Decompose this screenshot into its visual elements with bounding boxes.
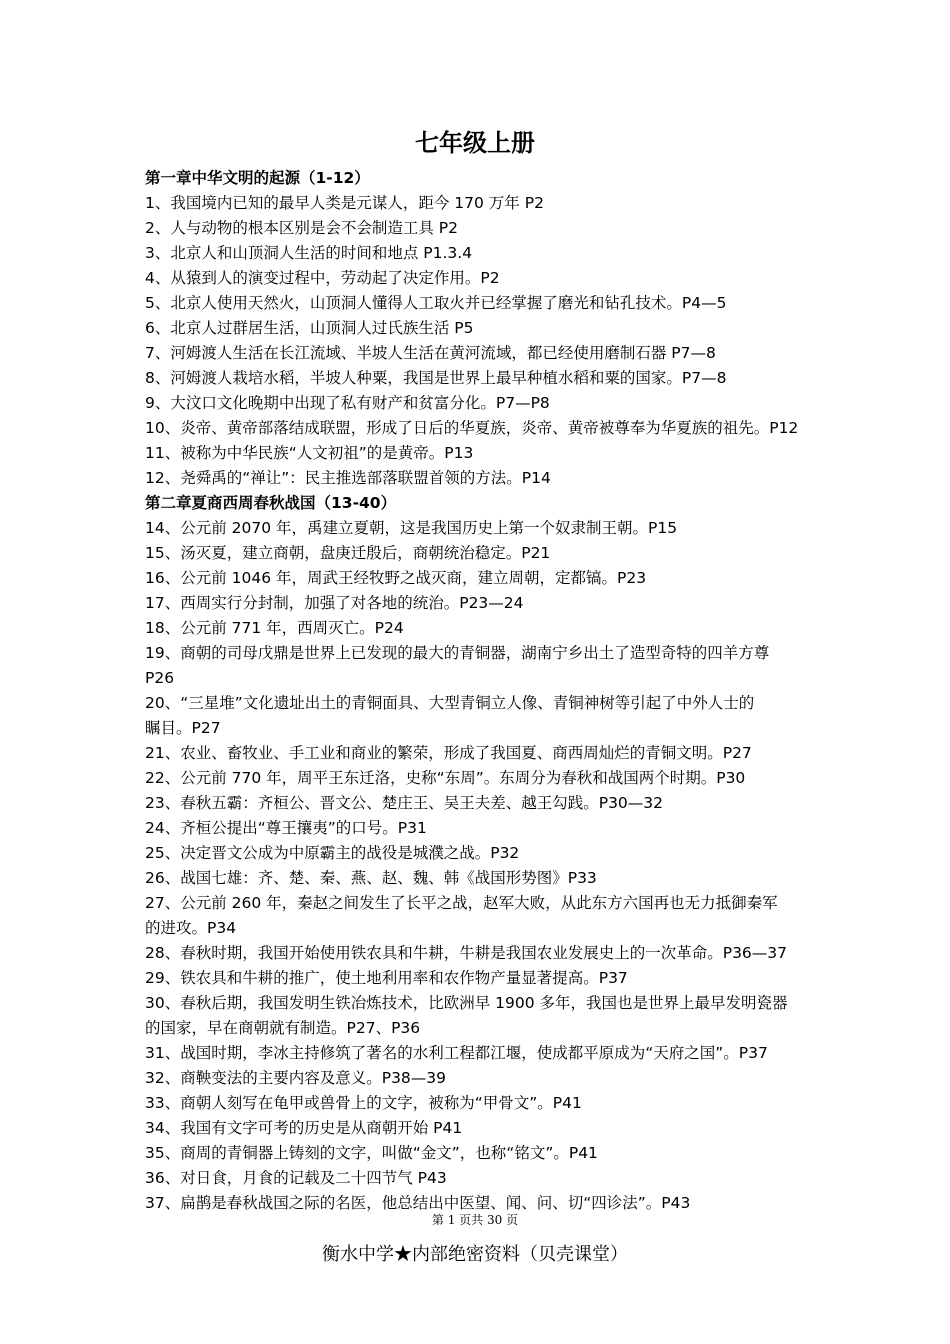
list-item: 34、我国有文字可考的历史是从商朝开始 P41 <box>145 1119 463 1137</box>
list-item: 5、北京人使用天然火，山顶洞人懂得人工取火并已经掌握了磨光和钻孔技术。P4—5 <box>145 294 727 312</box>
list-item: 7、河姆渡人生活在长江流域、半坡人生活在黄河流域，都已经使用磨制石器 P7—8 <box>145 344 716 362</box>
document-body <box>145 166 810 1216</box>
footer-brand: 衡水中学★内部绝密资料（贝壳课堂） <box>322 1244 628 1265</box>
list-item: 18、公元前 771 年，西周灭亡。P24 <box>145 619 404 637</box>
list-item: 的进攻。P34 <box>145 919 237 937</box>
list-item: 20、“三星堆”文化遗址出土的青铜面具、大型青铜立人像、青铜神树等引起了中外人士的 <box>145 694 755 712</box>
list-item: 16、公元前 1046 年，周武王经牧野之战灭商，建立周朝，定都镐。P23 <box>145 569 647 587</box>
list-item: 8、河姆渡人栽培水稻，半坡人种粟，我国是世界上最早种植水稻和粟的国家。P7—8 <box>145 369 727 387</box>
list-item: 的国家，早在商朝就有制造。P27、P36 <box>145 1019 421 1037</box>
list-item: 14、公元前 2070 年，禹建立夏朝，这是我国历史上第一个奴隶制王朝。P15 <box>145 519 678 537</box>
chapter-heading: 第一章中华文明的起源（1-12） <box>145 169 370 187</box>
list-item: 17、西周实行分封制，加强了对各地的统治。P23—24 <box>145 594 524 612</box>
list-item: 35、商周的青铜器上铸刻的文字，叫做“金文”，也称“铭文”。P41 <box>145 1144 598 1162</box>
list-item: 11、被称为中华民族“人文初祖”的是黄帝。P13 <box>145 444 474 462</box>
list-item: 29、铁农具和牛耕的推广，使土地利用率和农作物产量显著提高。P37 <box>145 969 628 987</box>
list-item: 22、公元前 770 年，周平王东迁洛，史称“东周”。东周分为春秋和战国两个时期。P30 <box>145 769 746 787</box>
list-item: 6、北京人过群居生活，山顶洞人过氏族生活 P5 <box>145 319 474 337</box>
list-item: 24、齐桓公提出“尊王攘夷”的口号。P31 <box>145 819 427 837</box>
list-item: 31、战国时期，李冰主持修筑了著名的水利工程都江堰，使成都平原成为“天府之国”。P37 <box>145 1044 768 1062</box>
page-number: 第 1 页共 30 页 <box>431 1213 519 1227</box>
list-item: 10、炎帝、黄帝部落结成联盟，形成了日后的华夏族，炎帝、黄帝被尊奉为华夏族的祖先。P12 <box>145 419 799 437</box>
list-item: 4、从猿到人的演变过程中，劳动起了决定作用。P2 <box>145 269 500 287</box>
list-item: 25、决定晋文公成为中原霸主的战役是城濮之战。P32 <box>145 844 520 862</box>
list-item: 1、我国境内已知的最早人类是元谋人，距今 170 万年 P2 <box>145 194 544 212</box>
list-item: 32、商鞅变法的主要内容及意义。P38—39 <box>145 1069 447 1087</box>
list-item: 9、大汶口文化晚期中出现了私有财产和贫富分化。P7—P8 <box>145 394 550 412</box>
list-item: 12、尧舜禹的“禅让”：民主推选部落联盟首领的方法。P14 <box>145 469 551 487</box>
page-title: 七年级上册 <box>415 129 535 157</box>
list-item: 15、汤灭夏，建立商朝，盘庚迁殷后，商朝统治稳定。P21 <box>145 544 551 562</box>
list-item: 37、扁鹊是春秋战国之际的名医，他总结出中医望、闻、问、切“四诊法”。P43 <box>145 1194 691 1212</box>
list-item: 33、商朝人刻写在龟甲或兽骨上的文字，被称为“甲骨文”。P41 <box>145 1094 582 1112</box>
list-item: 27、公元前 260 年，秦赵之间发生了长平之战，赵军大败，从此东方六国再也无力抵御秦军 <box>145 894 778 912</box>
list-item: 36、对日食，月食的记载及二十四节气 P43 <box>145 1169 447 1187</box>
list-item: 26、战国七雄：齐、楚、秦、燕、赵、魏、韩《战国形势图》P33 <box>145 869 597 887</box>
list-item: 19、商朝的司母戊鼎是世界上已发现的最大的青铜器，湖南宁乡出土了造型奇特的四羊方尊 <box>145 644 770 662</box>
list-item: 2、人与动物的根本区别是会不会制造工具 P2 <box>145 219 458 237</box>
chapter-heading: 第二章夏商西周春秋战国（13-40） <box>145 494 397 512</box>
list-item: 21、农业、畜牧业、手工业和商业的繁荣，形成了我国夏、商西周灿烂的青铜文明。P27 <box>145 744 752 762</box>
list-item: 瞩目。P27 <box>145 719 221 737</box>
list-item: 30、春秋后期，我国发明生铁冶炼技术，比欧洲早 1900 多年，我国也是世界上最早发明瓷器 <box>145 994 788 1012</box>
list-item: 28、春秋时期，我国开始使用铁农具和牛耕，牛耕是我国农业发展史上的一次革命。P36—37 <box>145 944 788 962</box>
list-item: P26 <box>145 669 175 687</box>
list-item: 3、北京人和山顶洞人生活的时间和地点 P1.3.4 <box>145 244 473 262</box>
list-item: 23、春秋五霸：齐桓公、晋文公、楚庄王、吴王夫差、越王勾践。P30—32 <box>145 794 664 812</box>
